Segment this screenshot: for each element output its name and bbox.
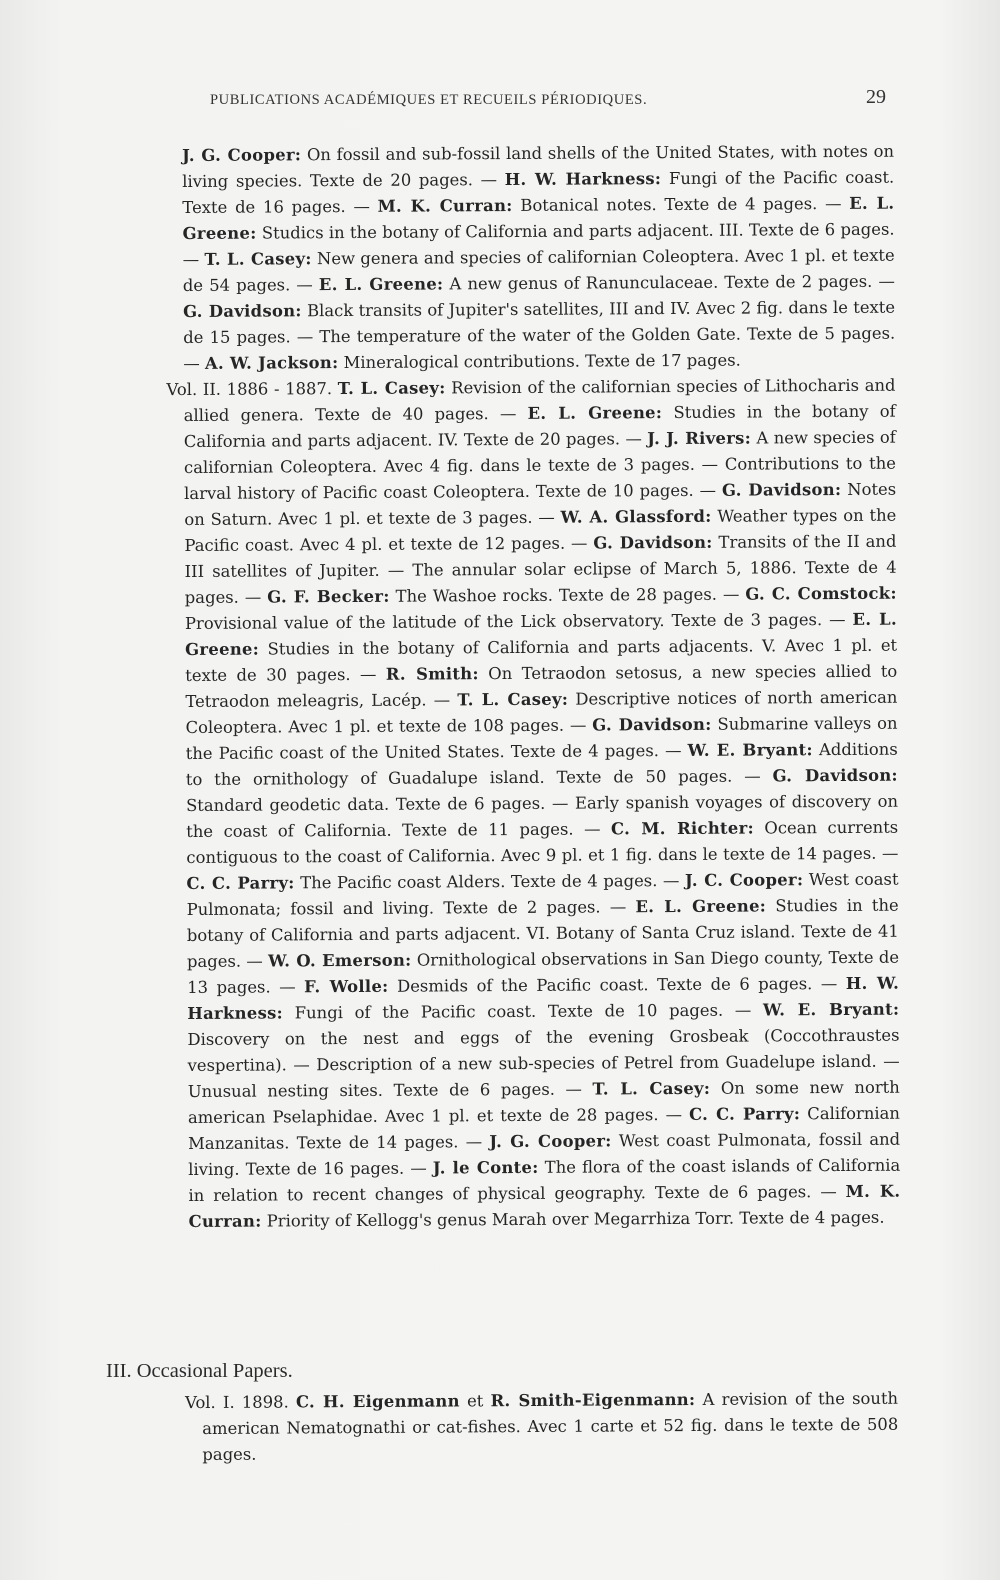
author-name: C. C. Parry: xyxy=(689,1104,801,1124)
author-name: E. L. Greene: xyxy=(635,896,767,917)
author-name: J. J. Rivers: xyxy=(647,428,752,449)
entry-text: Transits of the II and III satellites of Jupiter. — The annular solar eclipse of March 5, 1886. Texte de 4 pages. — xyxy=(184,531,897,607)
volume-listing xyxy=(166,139,901,1235)
author-name: E. L. Greene: xyxy=(182,193,895,243)
author-name: G. Davidson: xyxy=(721,479,842,500)
entry-text: Studics in the botany of California and parts adjacent. III. Texte de 6 pages. — xyxy=(182,219,895,269)
entry-text: West coast Pulmonata, fossil and living. Texte de 16 pages. — xyxy=(188,1129,901,1179)
entry-text: New genera and species of californian Coleoptera. Avec 1 pl. et texte de 54 pages. — xyxy=(182,245,895,295)
author-name: T. L. Casey: xyxy=(337,378,446,399)
entry-text: Submarine valleys on the Pacific coast of the United States. Texte de 4 pages. — xyxy=(185,713,898,763)
section-heading: III. Occasional Papers. xyxy=(106,1360,293,1382)
author-name: H. W. Harkness: xyxy=(504,169,662,190)
volume-label: Vol. I. 1898. xyxy=(185,1392,297,1413)
entry-text: Ocean currents contiguous to the coast of California. Avec 9 pl. et 1 fig. dans le texte de 14 pages. — xyxy=(186,817,899,867)
author-name: G. Davidson: xyxy=(182,301,302,321)
volume-label: Vol. II. 1886 - 1887. xyxy=(166,379,338,400)
author-name: W. E. Bryant: xyxy=(762,999,900,1020)
entry-text: Desmids of the Pacific coast. Texte de 6 pages. — xyxy=(388,973,846,996)
entry-text: Weather types on the Pacific coast. Avec 4 pl. et texte de 12 pages. — xyxy=(184,505,897,555)
author-name: M. K. Curran: xyxy=(188,1181,901,1231)
entry-text: A revision of the south american Nematognathi or cat-fishes. Avec 1 carte et 52 fig. dans le texte de 508 pages. xyxy=(202,1388,899,1464)
entry-text: Revision of the californian species of Lithocharis and allied genera. Texte de 40 pages. — xyxy=(183,375,896,425)
author-name: W. E. Bryant: xyxy=(687,740,813,760)
entry-text: Additions to the ornithology of Guadalupe island. Texte de 50 pages. — xyxy=(185,739,898,789)
author-name: E. L. Greene: xyxy=(527,403,663,423)
author-joiner: et xyxy=(459,1391,491,1411)
entry-text: A new species of californian Coleoptera. Avec 4 fig. dans le texte de 3 pages. — Contributions to the larval history of Pacific coast Coleoptera. Texte de 10 pages. — xyxy=(183,427,897,503)
entry-text: A new genus of Ranunculaceae. Texte de 2 pages. — xyxy=(443,271,895,294)
entry-text: The Washoe rocks. Texte de 28 pages. — xyxy=(389,584,746,606)
entry-text: Provisional value of the latitude of the Lick observatory. Texte de 3 pages. — xyxy=(184,609,853,633)
entry-text: Fungi of the Pacific coast. Texte de 16 pages. — xyxy=(182,167,895,217)
section-listing xyxy=(185,1386,899,1468)
author-name: G. Davidson: xyxy=(593,532,713,553)
vol1-continued-paragraph xyxy=(182,139,895,377)
author-name: R. Smith-Eigenmann: xyxy=(490,1389,696,1411)
author-name: A. W. Jackson: xyxy=(204,353,339,373)
author-name: J. G. Cooper: xyxy=(182,145,302,165)
author-name: E. L. Greene: xyxy=(318,274,444,295)
author-name: C. H. Eigenmann xyxy=(295,1391,460,1412)
author-name: F. Wolle: xyxy=(304,976,389,997)
author-name: G. F. Becker: xyxy=(267,586,390,607)
author-name: E. L. Greene: xyxy=(185,609,897,659)
author-name: W. O. Emerson: xyxy=(268,950,412,971)
author-name: G. Davidson: xyxy=(592,714,712,735)
entry-text: Discovery on the nest and eggs of the evening Grosbeak (Coccothraustes vespertina). — Description of a new sub-species of Petrel from Guadelupe island. — Unusual nesting sites. Texte de 6 pages. — xyxy=(187,1025,900,1101)
entry-text: Studies in the botany of California and parts adjacents. V. Avec 1 pl. et texte de 30 pages. — xyxy=(185,635,898,685)
entry-text: Priority of Kellogg's genus Marah over Megarrhiza Torr. Texte de 4 pages. xyxy=(261,1207,885,1231)
entry-text: On fossil and sub-fossil land shells of the United States, with notes on living species. Texte de 20 pages. — xyxy=(182,141,895,191)
entry-text: On Tetraodon setosus, a new species allied to Tetraodon meleagris, Lacép. — xyxy=(185,661,898,711)
author-name: C. C. Parry: xyxy=(186,873,295,893)
author-name: J. G. Cooper: xyxy=(489,1131,612,1152)
author-name: T. L. Casey: xyxy=(204,249,312,269)
author-name: T. L. Casey: xyxy=(457,689,569,710)
author-name: R. Smith: xyxy=(385,664,479,684)
entry-text: Californian Manzanitas. Texte de 14 pages. — xyxy=(188,1103,900,1153)
entry-text: The Pacific coast Alders. Texte de 4 pages. — xyxy=(294,870,686,893)
entry-text: On some new north american Pselaphidae. Avec 1 pl. et texte de 28 pages. — xyxy=(187,1077,900,1127)
entry-text: Studies in the botany of California and parts adjacent. VI. Botany of Santa Cruz island. Texte de 41 pages. — xyxy=(186,895,899,971)
entry-text: Mineralogical contributions. Texte de 17 pages. xyxy=(338,350,741,373)
vol2-paragraph xyxy=(166,373,901,1235)
author-name: W. A. Glassford: xyxy=(560,506,712,527)
author-name: G. Davidson: xyxy=(772,765,898,786)
entry-text: Ornithological observations in San Diego county, Texte de 13 pages. — xyxy=(187,947,900,997)
author-name: M. K. Curran: xyxy=(377,195,513,216)
page-number: 29 xyxy=(866,86,886,108)
entry-text: Botanical notes. Texte de 4 pages. — xyxy=(512,193,850,215)
author-name: H. W. Harkness: xyxy=(187,973,900,1023)
section3-paragraph xyxy=(185,1386,899,1468)
author-name: G. C. Comstock: xyxy=(745,583,897,604)
entry-text: Fungi of the Pacific coast. Texte de 10 pages. — xyxy=(282,1000,764,1023)
author-name: J. C. Cooper: xyxy=(684,870,804,890)
author-name: J. le Conte: xyxy=(432,1157,539,1178)
author-name: T. L. Casey: xyxy=(592,1078,711,1099)
author-name: C. M. Richter: xyxy=(610,818,754,839)
entry-text: The flora of the coast islands of California in relation to recent changes of physical geography. Texte de 6 pages. — xyxy=(188,1155,901,1205)
entry-text: Studies in the botany of California and parts adjacent. IV. Texte de 20 pages. — xyxy=(183,401,896,451)
running-title: PUBLICATIONS ACADÉMIQUES ET RECUEILS PÉRIODIQUES. xyxy=(210,92,648,108)
entry-text: Standard geodetic data. Texte de 6 pages. — Early spanish voyages of discovery on the coast of California. Texte de 11 pages. — xyxy=(185,791,899,841)
entry-text: West coast Pulmonata; fossil and living. Texte de 2 pages. — xyxy=(186,869,899,919)
entry-text: Black transits of Jupiter's satellites, III and IV. Avec 2 fig. dans le texte de 15 pages. — The temperature of the water of the Golden Gate. Texte de 5 pages. — xyxy=(183,297,896,373)
entry-text: Descriptive notices of north american Coleoptera. Avec 1 pl. et texte de 108 pages. — xyxy=(185,687,898,737)
entry-text: Notes on Saturn. Avec 1 pl. et texte de 3 pages. — xyxy=(184,479,897,529)
